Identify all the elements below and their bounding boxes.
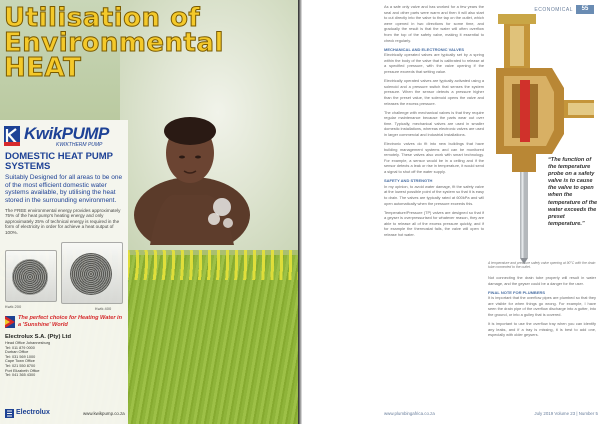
contact-line: Tel: 021 550 8700: [5, 363, 36, 368]
proudly-sa-badge-icon: [5, 316, 15, 328]
electrolux-logo-icon: [5, 409, 14, 418]
pull-quote: “The function of the temperature probe on a safety valve is to cause the valve to open when the temperature of the water exceeds the preset temperature.”: [548, 157, 598, 227]
section-heading: FINAL NOTE FOR PLUMBERS: [488, 289, 546, 295]
contact-line: Cape Town Office: [5, 359, 35, 364]
section-label: ECONOMICAL: [534, 7, 573, 13]
brand-row: [4, 124, 126, 150]
footer-website-link[interactable]: www.plumbingafrica.co.za: [384, 411, 435, 416]
section-heading: MECHANICAL AND ELECTRONIC VALVES: [384, 46, 465, 52]
contact-line: Tel: 031 569 1000: [5, 354, 36, 359]
article-paragraph: Electronic valves do fit into new buildings that have building management systems and can be monitored remotely. These valves also work with smart technology. For example, a sensor would be in a ceiling and if the sensor detects a leak or rise in temperature, it would send a signal to shut off the water supply.: [384, 141, 484, 175]
ad-website-link[interactable]: www.kwikpump.co.za: [83, 411, 125, 416]
fan-icon: [70, 253, 112, 295]
ad-slogan: The perfect choice for Heating Water in a 'Sunshine' World: [18, 315, 123, 328]
heat-pump-units-photo: [3, 238, 125, 312]
page-number: 55: [576, 5, 594, 14]
electrolux-row: [5, 408, 125, 420]
ad-heading: DOMESTIC HEAT PUMP SYSTEMS: [5, 151, 113, 172]
article-paragraph: Not connecting the drain tube properly will result in water damage, and the geyser could be a danger for the user.: [488, 275, 596, 286]
woman-bathing-photo: [130, 95, 250, 245]
unit-caption: Kwik 200: [5, 304, 22, 309]
brand-name: KwikPUMP: [24, 124, 109, 143]
heat-pump-unit: [61, 242, 123, 304]
ad-body-text: The FREE environmental energy provides approximately 75% of the heat pump's heating energy and only approximately 25% of technical energy is required in the form of electricity in order for achieve a heat output of 100%.: [5, 208, 121, 235]
illustration-caption: A temperature and pressure safety valve opening at 90°C with the drain tube connected to the outlet.: [488, 261, 596, 270]
article-paragraph: Electrically operated valves are typically set by a spring within the body of the valve that is calibrated to release at a specified pressure, with the valve opening if the pressure exceeds that setting value.: [384, 52, 484, 75]
brand-tagline: KWIKTHERM PUMP: [56, 142, 103, 148]
article-paragraph: Electrically operated valves are typically activated using a solenoid and a pressure switch that senses the system pressure. When the sensor detects a pressure higher than the preset value, the solenoid opens the valve and releases the excess pressure.: [384, 78, 484, 106]
article-column-2: [488, 275, 596, 341]
unit-caption: Kwik 400: [95, 306, 112, 311]
heat-pump-unit: [5, 250, 57, 302]
distributor-name: Electrolux S.A. (Pty) Ltd: [5, 334, 72, 340]
article-paragraph: It is important to use the overflow tray when you can identify any leaks, and if a tray is missing, it is best to add one, especially with older geysers.: [488, 321, 596, 338]
left-page: [0, 0, 298, 424]
article-paragraph: The challenge with mechanical valves is that they require regular maintenance because the parts wear out over time. Typically, mechanical valves are used in smaller domestic installations, whereas electronic valves are used in larger commercial and industrial installations.: [384, 109, 484, 137]
article-intro: As a safe only valve and has worked for a few years the seal and other parts were warm and then it will also start to cut directly into the valve to the tap on the outlet, which were opened in two directions for some time, and gradually the result is that the water will often overflow from the top of the safety valve, making it essential to check regularly.: [384, 4, 484, 43]
advertisement-panel: [0, 120, 128, 424]
contact-line: Head Office Johannesburg: [5, 341, 51, 345]
distributor-contacts: [5, 334, 125, 378]
electrolux-brand: Electrolux: [16, 409, 50, 416]
article-paragraph: In my opinion, to avoid water damage, fit the safety valve at the lowest possible point of the system so that it is easy to drain. The valves are typically rated at 600kPa and will open automatically when the pressure exceeds this.: [384, 183, 484, 206]
contact-line: Tel: 011 879 0000: [5, 345, 35, 350]
article-title: [4, 3, 224, 83]
ad-subheading: Suitably Designed for all areas to be one of the most efficient domestic water systems available, by utilising the heat stored in the surrounding environment.: [5, 174, 123, 204]
title-line: Environmental: [4, 28, 224, 58]
contact-line: Tel: 041 365 4300: [5, 373, 36, 378]
footer-issue-info: July 2019 Volume 23 | Number 5: [534, 411, 598, 416]
contact-line: Durban Office: [5, 350, 29, 355]
title-line: HEAT: [4, 53, 82, 83]
article-paragraph: It is important that the overflow pipes are plumbed so that they are visible for when things go wrong. For example, I have seen the drain pipe of the overflow discharge into a gutter, into the ground, or into a gulley that is covered.: [488, 295, 596, 318]
article-paragraph: Temperature/Pressure (TP) valves are designed so that if a geyser is overpressurised for whatever reason, they are able to release all of the excess pressure quickly, and if for example the thermostat fails, the valve will open to release hot water.: [384, 209, 484, 237]
title-line: Utilisation of: [4, 3, 201, 33]
kwikpump-logo-icon: [4, 126, 20, 146]
section-heading: SAFETY AND STRENGTH: [384, 178, 433, 184]
right-page: [302, 0, 600, 424]
contact-line: Port Elizabeth Office: [5, 368, 40, 373]
page-footer: [384, 409, 598, 419]
article-column-1: [384, 4, 484, 241]
fan-icon: [12, 259, 48, 295]
